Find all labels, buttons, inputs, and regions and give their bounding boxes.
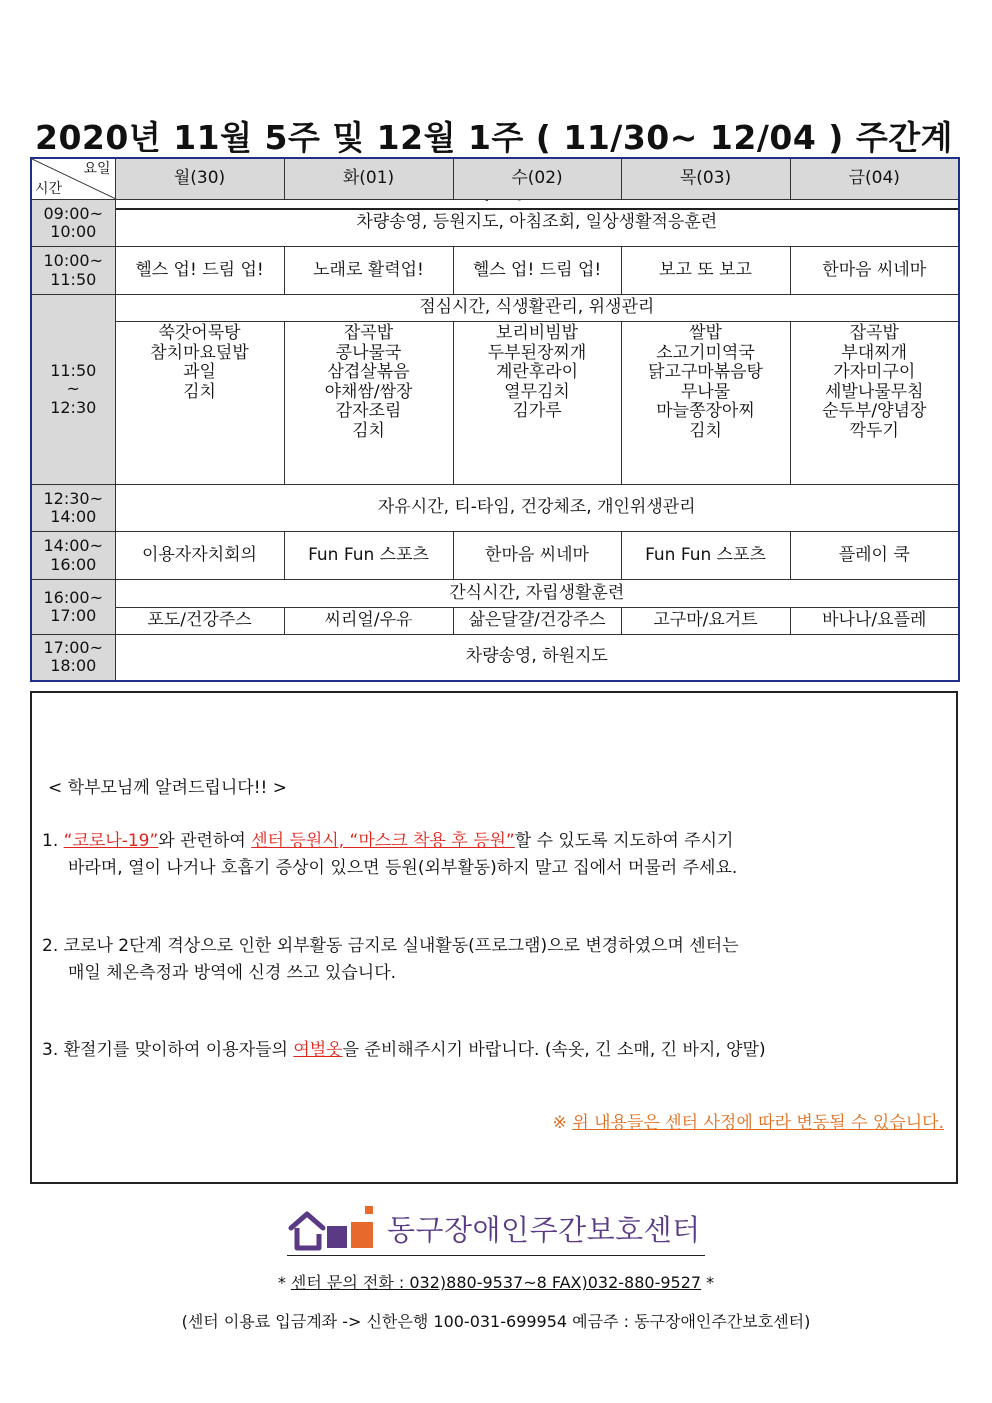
menu-item: 마늘쫑장아찌 xyxy=(656,401,755,422)
menu-item: 콩나물국 xyxy=(335,342,402,363)
item-text: 을 준비해주시기 바랍니다. (속옷, 긴 소매, 긴 바지, 양말) xyxy=(342,1040,766,1060)
program-wed: 한마음 씨네마 xyxy=(453,532,621,580)
menu-item: 참치마요덮밥 xyxy=(150,342,249,363)
program-mon: 이용자자치회의 xyxy=(115,532,284,580)
menu-item: 열무김치 xyxy=(504,381,570,402)
item-text: 와 관련하여 xyxy=(158,831,252,851)
day-header-mon: 월(30) xyxy=(115,158,284,200)
menu-item: 삼겹살볶음 xyxy=(327,362,410,383)
item-number: 1. xyxy=(42,831,59,851)
menu-item: 야채쌈/쌈장 xyxy=(324,381,413,402)
time-end: 18:00 xyxy=(50,656,97,676)
notice-item-2: 2. 코로나 2단계 격상으로 인한 외부활동 금지로 실내활동(프로그램)으로 변경하였으며 센터는 xyxy=(42,936,739,956)
row-1700 xyxy=(31,635,959,681)
program-thu: 보고 또 보고 xyxy=(621,247,790,295)
weekly-schedule-table xyxy=(30,157,960,682)
menu-item: 무나물 xyxy=(680,381,731,402)
menu-item: 쑥갓어묵탕 xyxy=(158,323,241,343)
center-logo xyxy=(287,1200,705,1258)
menu-item: 잡곡밥 xyxy=(343,323,394,343)
menu-item: 가자미구이 xyxy=(833,362,916,383)
time-sep: ~ xyxy=(66,379,80,399)
time-cell xyxy=(31,580,115,635)
day-header-tue: 화(01) xyxy=(284,158,453,200)
time-cell xyxy=(31,485,115,532)
row-snack-menu xyxy=(31,608,959,635)
item-text: 할 수 있도록 지도하여 주시기 xyxy=(514,831,734,851)
menu-item: 김치 xyxy=(689,420,722,441)
time-start: 10:00~ xyxy=(43,251,103,271)
menu-item: 잡곡밥 xyxy=(849,323,899,343)
row-0900 xyxy=(31,200,959,247)
time-start: 09:00~ xyxy=(43,203,103,223)
notice-item-1-cont: 바라며, 열이 나거나 호흡기 증상이 있으면 등원(외부활동)하지 말고 집에서 머물러 주세요. xyxy=(68,858,738,878)
menu-item: 소고기미역국 xyxy=(656,342,755,363)
parent-notice-box xyxy=(30,691,958,1184)
menu-item: 보리비빔밥 xyxy=(495,323,579,343)
program-fri: 한마음 씨네마 xyxy=(790,247,959,295)
notice-item-3 xyxy=(42,1035,766,1060)
note-text: 위 내용들은 센터 사정에 따라 변동될 수 있습니다. xyxy=(572,1113,944,1133)
menu-item: 계란후라이 xyxy=(495,362,579,383)
row-lunch-header xyxy=(31,295,959,322)
program-thu: Fun Fun 스포츠 xyxy=(621,532,790,580)
menu-fri xyxy=(790,322,959,485)
covid-quote: “코로나-19” xyxy=(63,831,159,851)
snack-fri: 바나나/요플레 xyxy=(790,608,959,635)
menu-tue xyxy=(284,322,453,485)
time-start: 16:00~ xyxy=(43,587,103,607)
program-mon: 헬스 업! 드림 업! xyxy=(115,247,284,295)
time-cell xyxy=(31,532,115,580)
menu-item: 쌀밥 xyxy=(689,323,722,343)
row-1400 xyxy=(31,532,959,580)
logo-underline xyxy=(287,1255,705,1256)
menu-item: 깍두기 xyxy=(849,420,899,441)
menu-item: 세발나물무침 xyxy=(824,381,924,402)
time-end: 12:30 xyxy=(50,397,97,417)
notice-item-1 xyxy=(42,826,733,851)
menu-item: 닭고구마볶음탕 xyxy=(648,362,763,383)
time-start: 17:00~ xyxy=(43,637,103,657)
contact-info: 센터 문의 전화 : 032)880-9537~8 FAX)032-880-9527 xyxy=(290,1273,702,1292)
snack-tue: 씨리얼/우유 xyxy=(284,608,453,635)
time-start: 11:50 xyxy=(50,360,97,380)
menu-item: 순두부/양념장 xyxy=(822,401,927,422)
activity-cell: 차량송영, 하원지도 xyxy=(115,635,959,681)
item-text: 3. 환절기를 맞이하여 이용자들의 xyxy=(42,1040,294,1060)
snack-wed: 삶은달걀/건강주스 xyxy=(453,608,621,635)
corner-cell xyxy=(31,158,115,200)
contact-line xyxy=(0,1270,992,1293)
snack-thu: 고구마/요거트 xyxy=(621,608,790,635)
notice-heading: < 학부모님께 알려드립니다!! > xyxy=(48,778,287,798)
activity-cell: 자유시간, 티-타임, 건강체조, 개인위생관리 xyxy=(115,485,959,532)
notice-item-2-cont: 매일 체온측정과 방역에 신경 쓰고 있습니다. xyxy=(68,963,397,983)
snack-mon: 포도/건강주스 xyxy=(115,608,284,635)
program-wed: 헬스 업! 드림 업! xyxy=(453,247,621,295)
contact-star: * xyxy=(701,1273,715,1292)
menu-thu xyxy=(621,322,790,485)
note-mark: ※ xyxy=(552,1113,573,1133)
menu-item: 부대찌개 xyxy=(841,342,908,363)
menu-item: 과일 xyxy=(183,362,216,383)
time-start: 12:30~ xyxy=(43,488,103,508)
program-fri: 플레이 쿡 xyxy=(790,532,959,580)
center-name: 동구장애인주간보호센터 xyxy=(387,1213,701,1247)
time-cell xyxy=(31,247,115,295)
activity-cell: 차량송영, 등원지도, 아침조회, 일상생활적응훈련 xyxy=(115,200,959,247)
contact-star: * xyxy=(277,1273,291,1292)
time-end: 16:00 xyxy=(50,554,97,574)
row-snack-header xyxy=(31,580,959,608)
program-tue: 노래로 활력업! xyxy=(284,247,453,295)
time-cell xyxy=(31,295,115,485)
time-start: 14:00~ xyxy=(43,536,103,556)
menu-item: 김치 xyxy=(183,381,216,402)
change-note xyxy=(553,1108,944,1133)
row-1000 xyxy=(31,247,959,295)
time-end: 17:00 xyxy=(50,606,97,625)
house-logo-icon xyxy=(287,1204,379,1254)
corner-day-label: 요일 xyxy=(83,161,111,177)
snack-header: 간식시간, 자립생활훈련 xyxy=(115,580,959,608)
menu-item: 김치 xyxy=(352,420,385,441)
menu-wed xyxy=(453,322,621,485)
day-header-wed: 수(02) xyxy=(453,158,621,200)
time-end: 10:00 xyxy=(50,222,97,241)
program-tue: Fun Fun 스포츠 xyxy=(284,532,453,580)
spare-clothes: 여벌옷 xyxy=(293,1040,343,1060)
row-lunch-menu xyxy=(31,322,959,485)
menu-item: 감자조림 xyxy=(335,401,402,422)
menu-item: 김가루 xyxy=(512,401,562,422)
mask-notice: 센터 등원시, “마스크 착용 후 등원” xyxy=(251,831,515,851)
row-1230 xyxy=(31,485,959,532)
page-title: 2020년 11월 5주 및 12월 1주 ( 11/30~ 12/04 ) 주간계 xyxy=(30,112,958,210)
time-end: 11:50 xyxy=(50,269,97,289)
time-cell xyxy=(31,200,115,247)
lunch-header: 점심시간, 식생활관리, 위생관리 xyxy=(115,295,959,322)
day-header-thu: 목(03) xyxy=(621,158,790,200)
menu-item: 두부된장찌개 xyxy=(487,342,587,363)
menu-mon xyxy=(115,322,284,485)
time-cell xyxy=(31,635,115,681)
header-row xyxy=(31,158,959,200)
day-header-fri: 금(04) xyxy=(790,158,959,200)
account-line: (센터 이용료 입금계좌 -> 신한은행 100-031-699954 예금주 : 동구장애인주간보호센터) xyxy=(181,1312,811,1331)
corner-time-label: 시간 xyxy=(35,180,63,197)
time-end: 14:00 xyxy=(50,507,97,526)
